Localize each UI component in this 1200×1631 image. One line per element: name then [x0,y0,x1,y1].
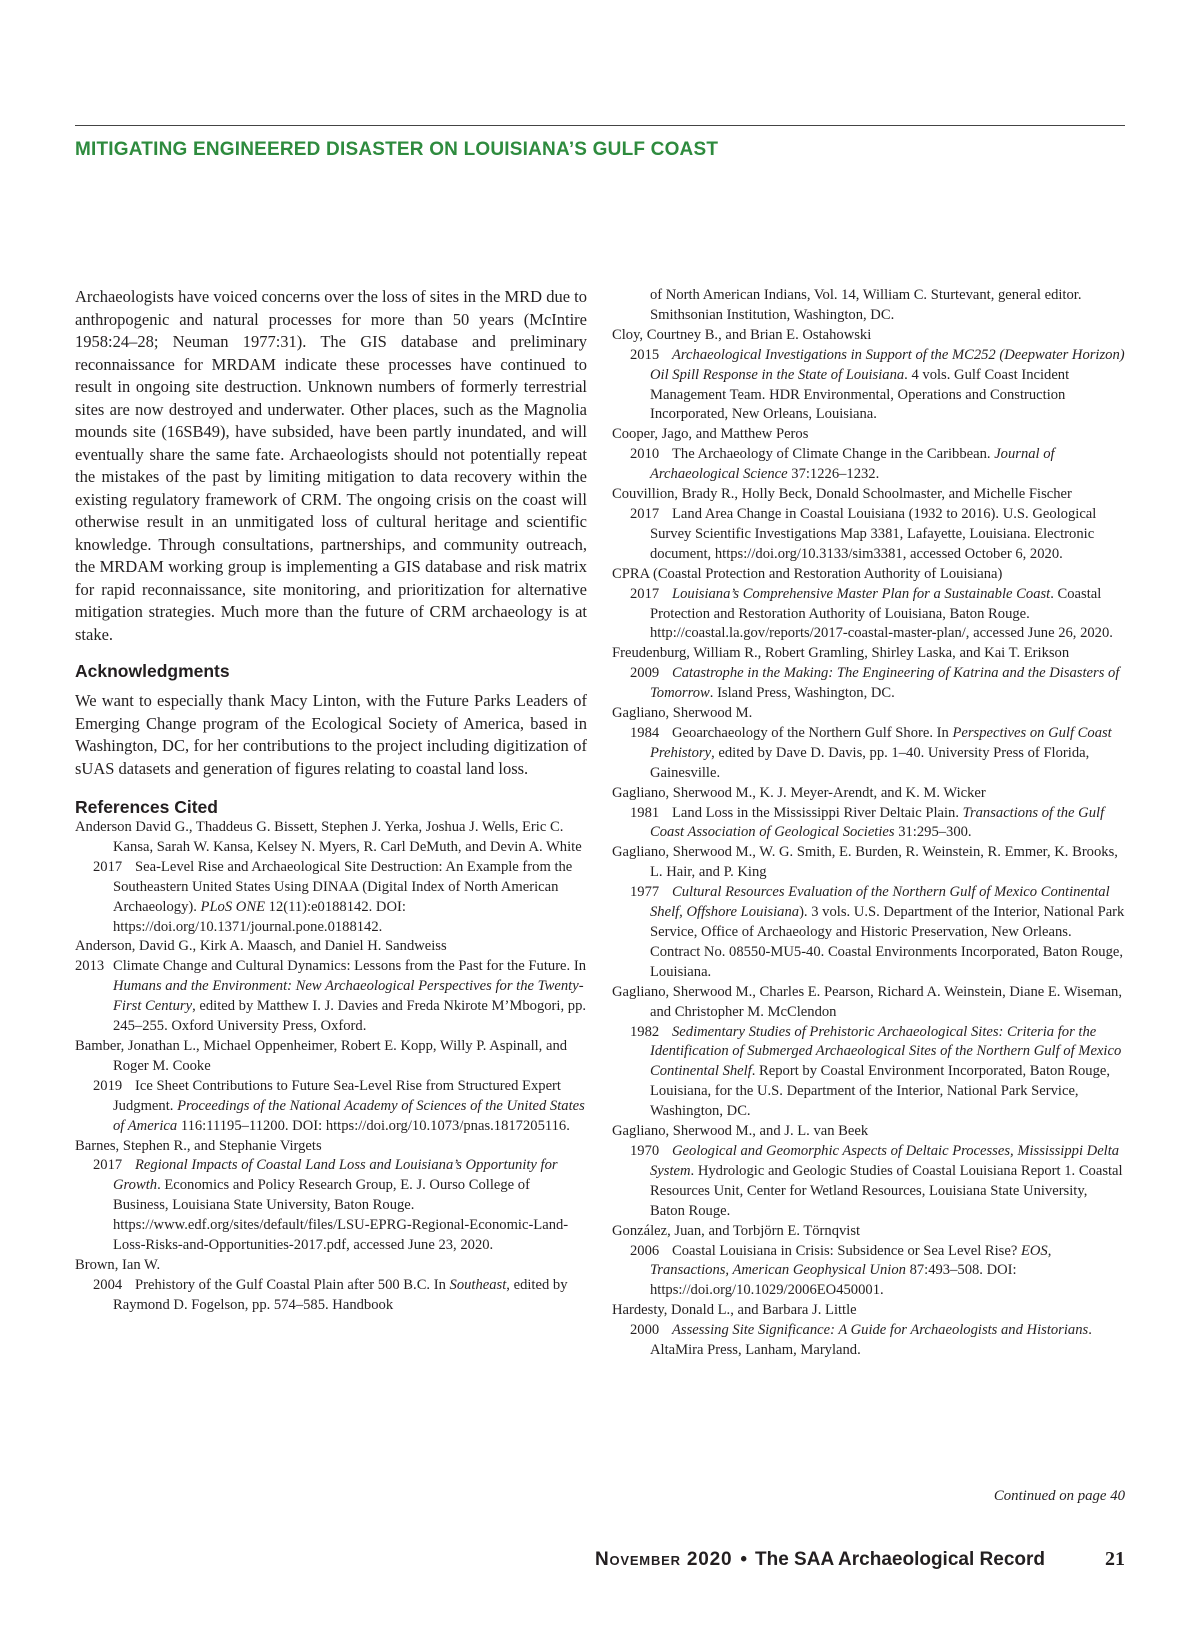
reference-entry: 2006 Coastal Louisiana in Crisis: Subsidence or Sea Level Rise? EOS, Transactions, American Geophysical Union 87:493–508. DOI: https://doi.org/10.1029/2006EO450001. [630,1242,1052,1299]
reference-entry: 2015 Archaeological Investigations in Support of the MC252 (Deepwater Horizon) Oil Spill Response in the State of Louisiana. 4 vols. Gulf Coast Incident Management Team. HDR Environmental, Operations and Construction Incorporated, New Orleans, Louisiana. [630,346,1125,423]
reference-entry: 2019 Ice Sheet Contributions to Future Sea-Level Rise from Structured Expert Judgment. Proceedings of the National Academy of Sciences of the United States of America 116:11195–11200. DOI: https://doi.org/10.1073/pnas.1817205116. [93,1077,585,1134]
reference-item [612,704,1125,784]
right-column [612,286,1125,1361]
reference-entry: 1982 Sedimentary Studies of Prehistoric Archaeological Sites: Criteria for the Identification of Submerged Archaeological Sites of the Northern Gulf of Mexico Continental Shelf. Report by Coastal Environment Incorporated, Baton Rouge, Louisiana, for the U.S. Department of the Interior, National Park Service, Washington, DC. [630,1023,1122,1120]
page-number: 21 [1105,1548,1125,1570]
reference-year: 1970 [630,1142,660,1159]
footer-issue-date: November 2020 [594,1549,733,1570]
reference-author: Barnes, Stephen R., and Stephanie Virgets [75,1137,322,1154]
reference-year: 2009 [630,665,660,682]
reference-year: 2017 [93,1157,123,1174]
reference-entry: 2004 Prehistory of the Gulf Coastal Plain after 500 B.C. In Southeast, edited by Raymond D. Fogelson, pp. 574–585. Handbook [93,1276,568,1313]
reference-author: Anderson David G., Thaddeus G. Bissett, Stephen J. Yerka, Joshua J. Wells, Eric C. Kansa, Sarah W. Kansa, Kelsey N. Myers, R. Carl DeMuth, and Devin A. White [75,819,582,855]
left-column [75,286,587,1316]
reference-year: 2017 [630,505,660,522]
reference-author: González, Juan, and Torbjörn E. Törnqvist [612,1222,861,1239]
reference-year: 2004 [93,1276,123,1293]
reference-author: Cooper, Jago, and Matthew Peros [612,426,809,443]
page-footer [595,1548,1125,1571]
reference-item [612,843,1125,982]
reference-item [612,1222,1125,1302]
reference-item [612,485,1125,565]
acknowledgments-heading: Acknowledgments [75,661,230,681]
reference-entry: 1977 Cultural Resources Evaluation of the Northern Gulf of Mexico Continental Shelf, Offshore Louisiana). 3 vols. U.S. Department of the Interior, National Park Service, Office of Archaeology and Historic Preservation, New Orleans. Contract No. 08550-MU5-40. Coastal Environments Incorporated, Baton Rouge, Louisiana. [630,884,1125,980]
reference-author: Gagliano, Sherwood M., and J. L. van Beek [612,1123,869,1140]
reference-item [612,326,1125,426]
reference-year: 2013 [75,958,105,975]
reference-year: 1977 [630,884,660,901]
acknowledgments-paragraph: We want to especially thank Macy Linton, with the Future Parks Leaders of Emerging Change program of the Ecological Society of America, based in Washington, DC, for her contributions to the project including digitization of sUAS datasets and generation of figures relating to coastal land loss. [75,691,587,778]
reference-item [75,937,587,1037]
references-list-left [75,818,587,1316]
reference-entry: 2013 Climate Change and Cultural Dynamics: Lessons from the Past for the Future. In Humans and the Environment: New Archaeological Perspectives for the Twenty-First Century, edited by Matthew I. J. Davies and Freda Nkirote M’Mbogori, pp. 245–255. Oxford University Press, Oxford. [75,958,587,1035]
reference-year: 1981 [630,804,660,821]
reference-entry: 2009 Catastrophe in the Making: The Engineering of Katrina and the Disasters of Tomorrow. Island Press, Washington, DC. [630,665,1120,702]
reference-author: Couvillion, Brady R., Holly Beck, Donald Schoolmaster, and Michelle Fischer [612,486,1072,503]
reference-item [612,644,1125,704]
footer-journal-title: The SAA Archaeological Record [755,1549,1045,1570]
reference-entry: 2017 Regional Impacts of Coastal Land Loss and Louisiana’s Opportunity for Growth. Economics and Policy Research Group, E. J. Ourso College of Business, Louisiana State University, Baton Rouge. https://www.edf.org/sites/default/files/LSU-EPRG-Regional-Economic-Land-Loss-Risks-and-Opportunities-2017.pdf, accessed June 23, 2020. [93,1157,569,1254]
footer-bullet: • [740,1549,747,1570]
reference-entry: 1981 Land Loss in the Mississippi River Deltaic Plain. Transactions of the Gulf Coast Association of Geological Societies 31:295–300. [630,804,1105,841]
reference-author: Hardesty, Donald L., and Barbara J. Little [612,1302,857,1319]
reference-entry: 1984 Geoarchaeology of the Northern Gulf Shore. In Perspectives on Gulf Coast Prehistory, edited by Dave D. Davis, pp. 1–40. University Press of Florida, Gainesville. [630,724,1112,781]
continued-note: Continued on page 40 [993,1488,1125,1504]
reference-item [612,1301,1125,1361]
intro-paragraph: Archaeologists have voiced concerns over the loss of sites in the MRD due to anthropogenic and natural processes for more than 50 years (McIntire 1958:24–28; Neuman 1977:31). The GIS database and preliminary reconnaissance for MRDAM indicate these processes have continued to result in ongoing site destruction. Unknown numbers of formerly terrestrial sites are now destroyed and underwater. Other places, such as the Magnolia mounds site (16SB49), have subsided, have been partly inundated, and will eventually share the same fate. Archaeologists should not potentially repeat the mistakes of the past by limiting mitigation to data recovery within the existing regulatory framework of CRM. The ongoing crisis on the coast will otherwise result in an unmitigated loss of cultural heritage and scientific knowledge. Through consultations, partnerships, and community outreach, the MRDAM working group is implementing a GIS database and risk matrix for rapid reconnaissance, site monitoring, and prioritization for alternative mitigation strategies. Much more than the future of CRM archaeology is at stake. [75,287,587,644]
reference-author: Anderson, David G., Kirk A. Maasch, and Daniel H. Sandweiss [75,938,447,955]
reference-entry: 2010 The Archaeology of Climate Change in the Caribbean. Journal of Archaeological Science 37:1226–1232. [630,446,1055,483]
reference-author: Bamber, Jonathan L., Michael Oppenheimer, Robert E. Kopp, Willy P. Aspinall, and Roger M. Cooke [75,1037,568,1074]
reference-entry: 2000 Assessing Site Significance: A Guide for Archaeologists and Historians. AltaMira Press, Lanham, Maryland. [630,1322,1092,1359]
reference-year: 2006 [630,1242,660,1259]
reference-item [612,983,1125,1122]
reference-item [75,1037,587,1137]
reference-item [75,1256,587,1316]
reference-continuation: of North American Indians, Vol. 14, William C. Sturtevant, general editor. Smithsonian Institution, Washington, DC. [650,287,1082,323]
reference-item [75,1137,587,1256]
running-header: MITIGATING ENGINEERED DISASTER ON LOUISIANA’S GULF COAST [75,139,719,160]
reference-year: 1984 [630,724,660,741]
reference-author: Brown, Ian W. [75,1256,161,1273]
reference-author: CPRA (Coastal Protection and Restoration Authority of Louisiana) [612,565,1003,582]
reference-year: 2017 [630,585,660,602]
reference-item [612,784,1125,844]
reference-entry: 2017 Sea-Level Rise and Archaeological Site Destruction: An Example from the Southeastern United States Using DINAA (Digital Index of North American Archaeology). PLoS ONE 12(11):e0188142. DOI: https://doi.org/10.1371/journal.pone.0188142. [93,858,573,935]
reference-item [612,1122,1125,1222]
reference-year: 1982 [630,1023,660,1040]
header-rule [75,125,1125,126]
reference-author: Freudenburg, William R., Robert Gramling, Shirley Laska, and Kai T. Erikson [612,645,1070,662]
reference-author: Cloy, Courtney B., and Brian E. Ostahowski [612,326,872,343]
reference-author: Gagliano, Sherwood M., K. J. Meyer-Arendt, and K. M. Wicker [612,784,986,801]
reference-year: 2015 [630,346,660,363]
reference-year: 2010 [630,446,660,463]
reference-item [612,425,1125,485]
reference-year: 2000 [630,1322,660,1339]
reference-entry: 2017 Louisiana’s Comprehensive Master Plan for a Sustainable Coast. Coastal Protection and Restoration Authority of Louisiana, Baton Rouge. http://coastal.la.gov/reports/2017-coastal-master-plan/, accessed June 26, 2020. [630,585,1113,642]
reference-item [612,565,1125,645]
reference-author: Gagliano, Sherwood M., W. G. Smith, E. Burden, R. Weinstein, R. Emmer, K. Brooks, L. Hair, and P. King [612,844,1118,881]
references-heading: References Cited [75,797,218,817]
reference-author: Gagliano, Sherwood M. [612,705,753,722]
reference-entry: 1970 Geological and Geomorphic Aspects of Deltaic Processes, Mississippi Delta System. Hydrologic and Geologic Studies of Coastal Louisiana Report 1. Coastal Resources Unit, Center for Wetland Resources, Louisiana State University, Baton Rouge. [630,1142,1123,1219]
reference-author: Gagliano, Sherwood M., Charles E. Pearson, Richard A. Weinstein, Diane E. Wiseman, and Christopher M. McClendon [612,983,1123,1020]
reference-entry: 2017 Land Area Change in Coastal Louisiana (1932 to 2016). U.S. Geological Survey Scientific Investigations Map 3381, Lafayette, Louisiana. Electronic document, https://doi.org/10.3133/sim3381, accessed October 6, 2020. [630,505,1097,562]
reference-item [75,818,587,937]
reference-year: 2019 [93,1077,123,1094]
reference-year: 2017 [93,858,123,875]
